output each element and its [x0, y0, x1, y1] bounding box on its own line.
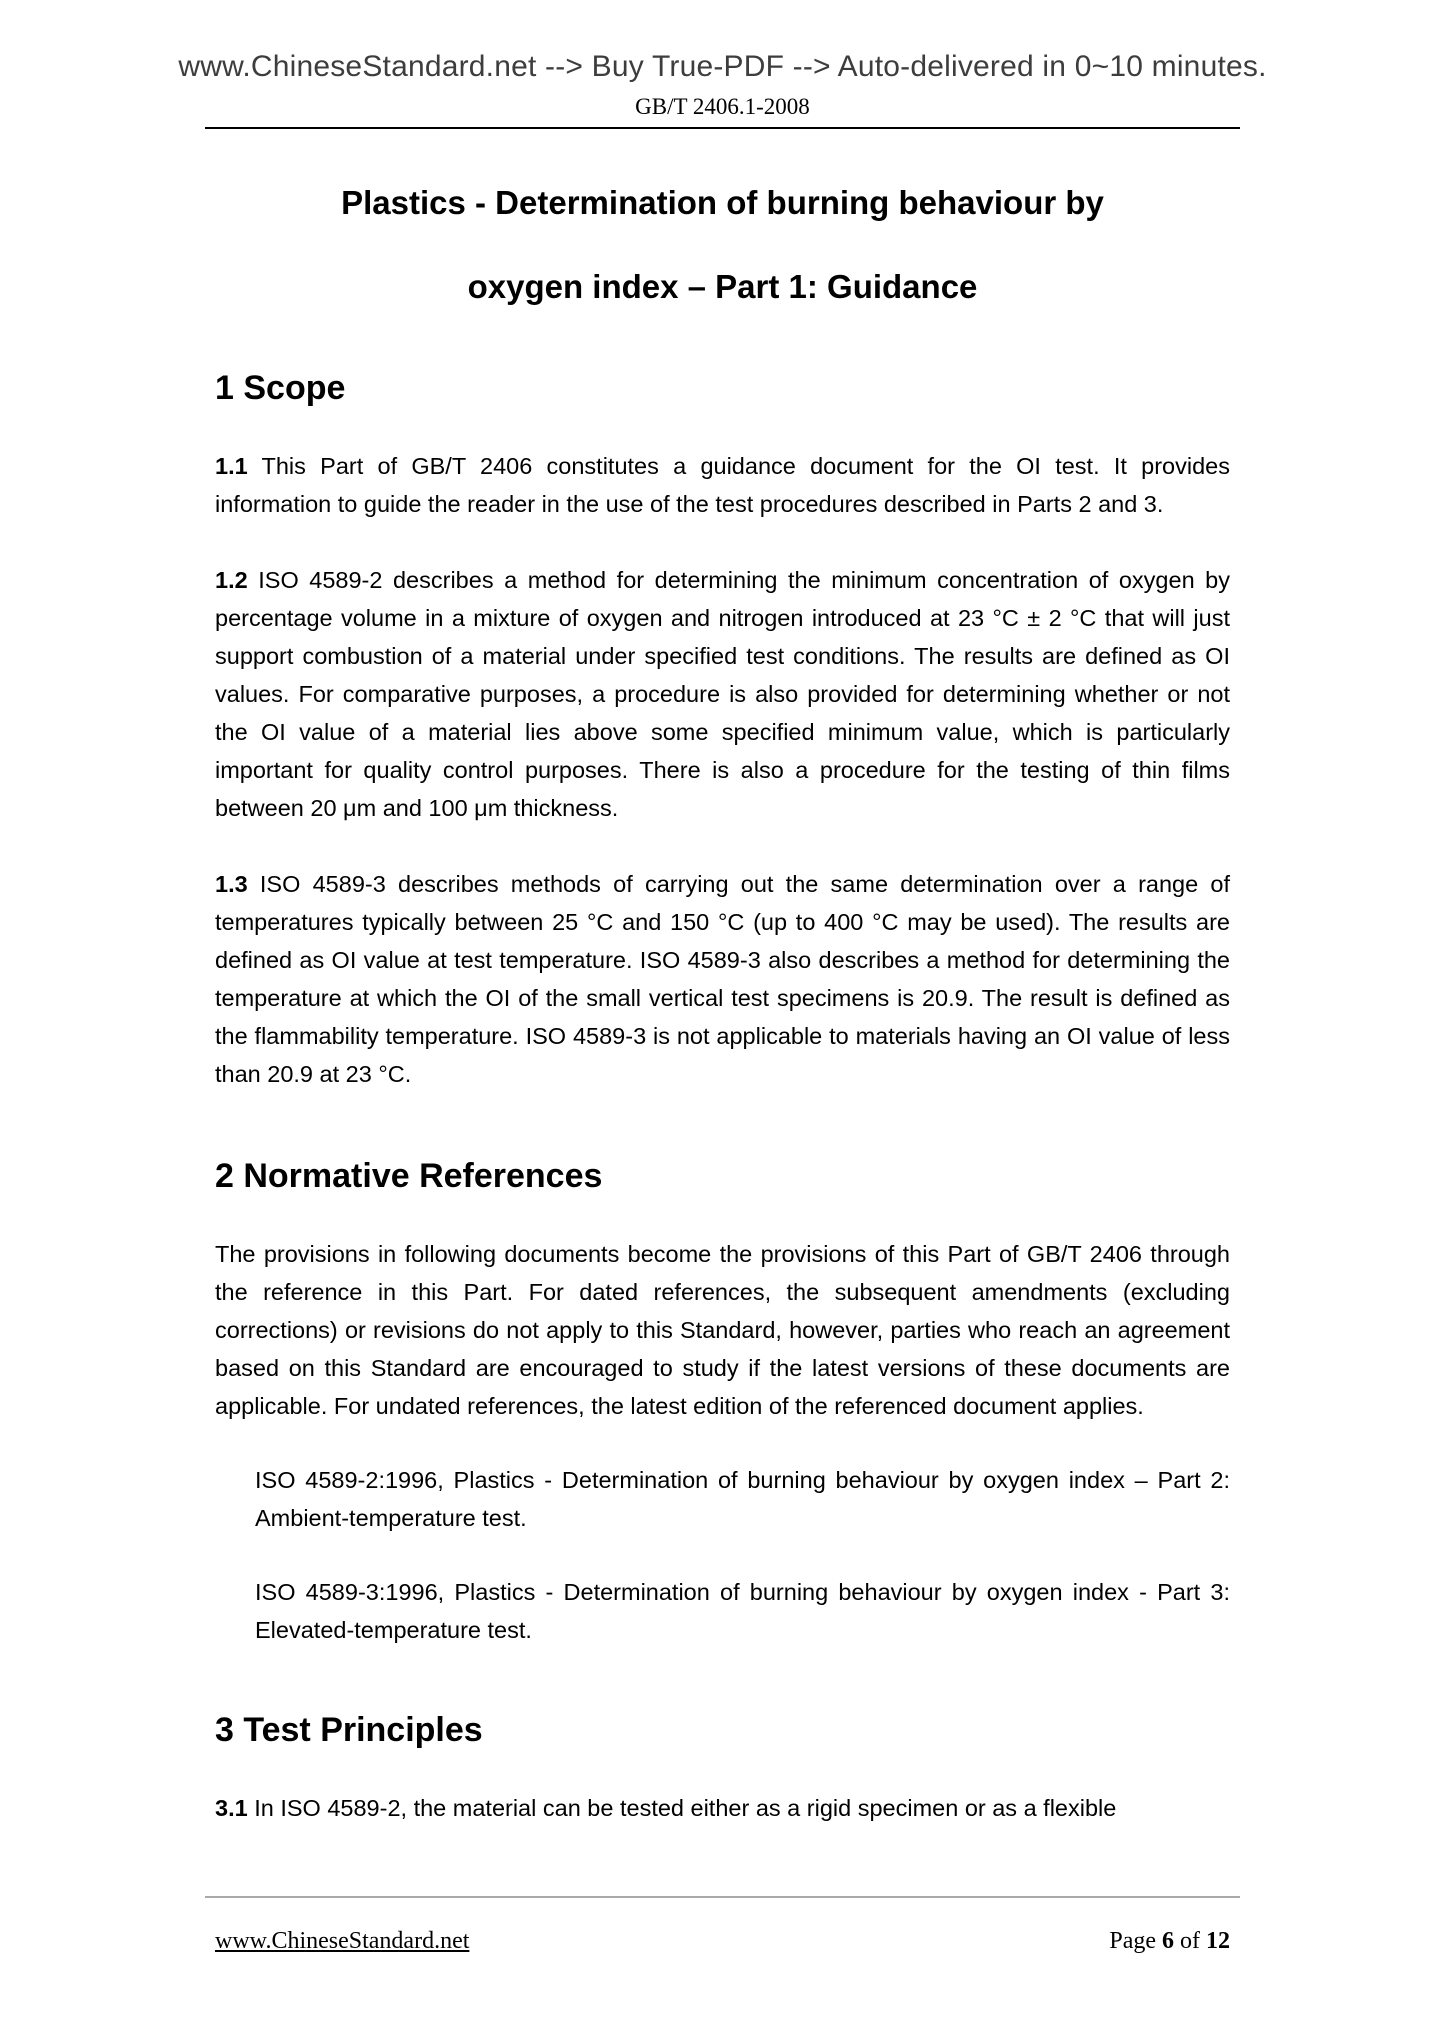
clause-number-3-1: 3.1	[215, 1795, 248, 1821]
page-header	[0, 0, 1445, 129]
clause-text-1-3: ISO 4589-3 describes methods of carrying out the same determination over a range of temperatures typically between 25 °C and 150 °C (up to 400 °C may be used). The results are defined as OI value at test temperature. ISO 4589-3 also describes a method for determining the temperature at which the OI of the small vertical test specimens is 20.9. The result is defined as the flammability temperature. ISO 4589-3 is not applicable to materials having an OI value of less than 20.9 at 23 °C.	[215, 871, 1230, 1087]
paragraph-3-1	[215, 1789, 1230, 1827]
clause-number-1-3: 1.3	[215, 871, 248, 897]
page-word: Page	[1109, 1928, 1156, 1954]
reference-iso-4589-2: ISO 4589-2:1996, Plastics - Determination of burning behaviour by oxygen index – Part 2: Ambient-temperature test.	[255, 1467, 1230, 1531]
title-line-2: oxygen index – Part 1: Guidance	[467, 268, 978, 305]
document-code: GB/T 2406.1-2008	[635, 94, 810, 119]
page-number: 6	[1162, 1928, 1174, 1954]
page-total: 12	[1206, 1928, 1230, 1954]
paragraph-1-1	[215, 447, 1230, 523]
clause-number-1-2: 1.2	[215, 567, 248, 593]
paragraph-1-2	[215, 561, 1230, 827]
section-heading-normative-references: 2 Normative References	[215, 1157, 603, 1195]
clause-text-3-1: In ISO 4589-2, the material can be tested either as a rigid specimen or as a flexible	[254, 1795, 1117, 1821]
document-content	[215, 183, 1230, 1827]
promo-banner: www.ChineseStandard.net --> Buy True-PDF --> Auto-delivered in 0~10 minutes.	[178, 50, 1267, 83]
paragraph-1-3	[215, 865, 1230, 1093]
clause-text-1-2: ISO 4589-2 describes a method for determining the minimum concentration of oxygen by percentage volume in a mixture of oxygen and nitrogen introduced at 23 °C ± 2 °C that will just support combustion of a material under specified test conditions. The results are defined as OI values. For comparative purposes, a procedure is also provided for determining whether or not the OI value of a material lies above some specified minimum value, which is particularly important for quality control purposes. There is also a procedure for the testing of thin films between 20 μm and 100 μm thickness.	[215, 567, 1231, 821]
clause-text-1-1: This Part of GB/T 2406 constitutes a guidance document for the OI test. It provides information to guide the reader in the use of the test procedures described in Parts 2 and 3.	[215, 453, 1230, 517]
title-line-1: Plastics - Determination of burning behaviour by	[341, 184, 1104, 221]
section-heading-scope: 1 Scope	[215, 369, 346, 407]
document-title	[215, 183, 1230, 307]
reference-iso-4589-3: ISO 4589-3:1996, Plastics - Determination of burning behaviour by oxygen index - Part 3: Elevated-temperature test.	[255, 1579, 1230, 1643]
page-footer	[205, 1896, 1240, 1955]
section-heading-test-principles: 3 Test Principles	[215, 1711, 483, 1749]
page-indicator	[1109, 1928, 1230, 1955]
clause-number-1-1: 1.1	[215, 453, 248, 479]
header-divider	[205, 127, 1240, 129]
normative-intro-paragraph: The provisions in following documents become the provisions of this Part of GB/T 2406 through the reference in this Part. For dated references, the subsequent amendments (excluding corrections) or revisions do not apply to this Standard, however, parties who reach an agreement based on this Standard are encouraged to study if the latest versions of these documents are applicable. For undated references, the latest edition of the referenced document applies.	[215, 1241, 1230, 1419]
footer-website-link[interactable]: www.ChineseStandard.net	[215, 1928, 470, 1954]
of-word: of	[1180, 1928, 1200, 1954]
